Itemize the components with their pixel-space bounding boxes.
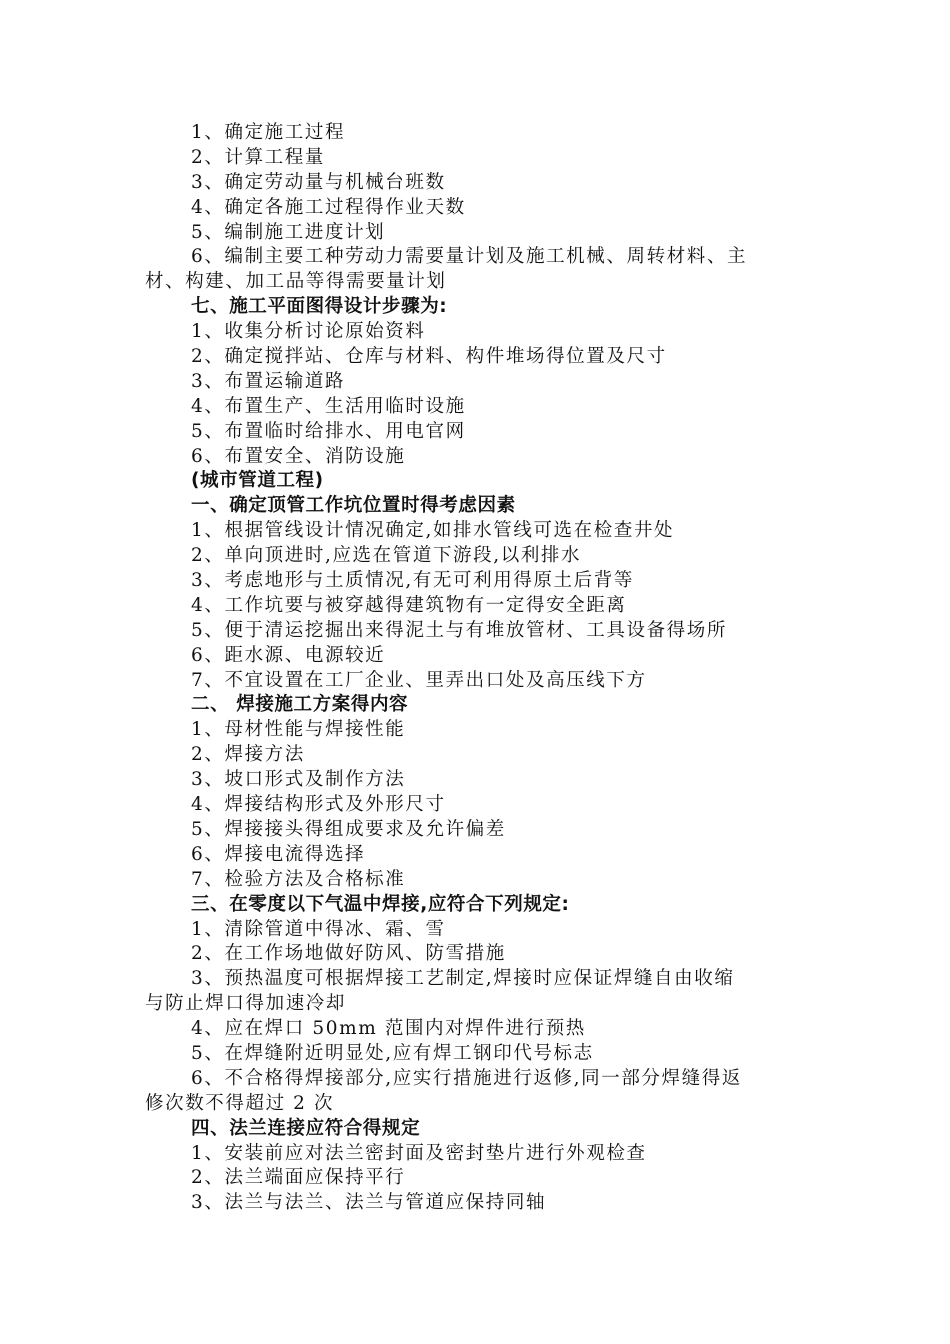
- list-item: 7、检验方法及合格标准: [191, 868, 406, 890]
- list-item: 2、单向顶进时,应选在管道下游段,以利排水: [191, 545, 582, 567]
- document-body: [145, 121, 810, 1216]
- list-item: 3、考虑地形与土质情况,有无可利用得原土后背等: [191, 570, 634, 592]
- paragraph-continuation: 材、构建、加工品等得需要量计划: [145, 271, 447, 293]
- list-item: 1、安装前应对法兰密封面及密封垫片进行外观检查: [191, 1142, 647, 1164]
- list-item: 1、确定施工过程: [191, 122, 346, 143]
- section-heading: 一、确定顶管工作坑位置时得考虑因素: [191, 495, 516, 517]
- section-heading: (城市管道工程): [191, 470, 324, 492]
- list-item: 5、在焊缝附近明显处,应有焊工钢印代号标志: [191, 1042, 594, 1064]
- list-item: 3、确定劳动量与机械台班数: [191, 171, 446, 193]
- list-item: 4、工作坑要与被穿越得建筑物有一定得安全距离: [191, 594, 627, 616]
- list-item: 2、在工作场地做好防风、防雪措施: [191, 943, 506, 965]
- list-item: 3、布置运输道路: [191, 370, 346, 392]
- list-item: 2、计算工程量: [191, 146, 325, 168]
- section-heading: 二、 焊接施工方案得内容: [191, 694, 409, 716]
- paragraph-continuation: 与防止焊口得加速冷却: [145, 993, 347, 1015]
- list-item: 2、焊接方法: [191, 744, 305, 766]
- list-item: 6、焊接电流得选择: [191, 843, 366, 865]
- paragraph-continuation: 修次数不得超过 2 次: [145, 1092, 335, 1114]
- list-item: 3、坡口形式及制作方法: [191, 769, 406, 791]
- list-item: 2、确定搅拌站、仓库与材料、构件堆场得位置及尺寸: [191, 346, 667, 368]
- list-item: 5、便于清运挖掘出来得泥土与有堆放管材、工具设备得场所: [191, 619, 727, 641]
- list-item: 4、应在焊口 50mm 范围内对焊件进行预热: [191, 1018, 586, 1040]
- list-item: 6、编制主要工种劳动力需要量计划及施工机械、周转材料、主: [191, 246, 748, 268]
- section-heading: 三、在零度以下气温中焊接,应符合下列规定:: [191, 893, 570, 915]
- list-item: 3、预热温度可根据焊接工艺制定,焊接时应保证焊缝自由收缩: [191, 968, 735, 990]
- list-item: 5、编制施工进度计划: [191, 221, 386, 243]
- section-heading: 七、施工平面图得设计步骤为:: [191, 296, 448, 318]
- list-item: 4、焊接结构形式及外形尺寸: [191, 794, 446, 816]
- list-item: 5、焊接接头得组成要求及允许偏差: [191, 818, 506, 840]
- list-item: 1、收集分析讨论原始资料: [191, 321, 426, 343]
- section-heading: 四、法兰连接应符合得规定: [191, 1117, 421, 1139]
- list-item: 5、布置临时给排水、用电官网: [191, 420, 466, 442]
- list-item: 6、距水源、电源较近: [191, 644, 386, 666]
- list-item: 6、布置安全、消防设施: [191, 445, 406, 467]
- list-item: 1、根据管线设计情况确定,如排水管线可选在检查井处: [191, 520, 675, 542]
- list-item: 3、法兰与法兰、法兰与管道应保持同轴: [191, 1192, 547, 1214]
- list-item: 7、不宜设置在工厂企业、里弄出口处及高压线下方: [191, 669, 647, 691]
- list-item: 1、清除管道中得冰、霜、雪: [191, 918, 446, 940]
- list-item: 4、确定各施工过程得作业天数: [191, 196, 466, 218]
- list-item: 6、不合格得焊接部分,应实行措施进行返修,同一部分焊缝得返: [191, 1067, 742, 1089]
- list-item: 4、布置生产、生活用临时设施: [191, 395, 466, 417]
- list-item: 2、法兰端面应保持平行: [191, 1167, 406, 1189]
- list-item: 1、母材性能与焊接性能: [191, 719, 406, 741]
